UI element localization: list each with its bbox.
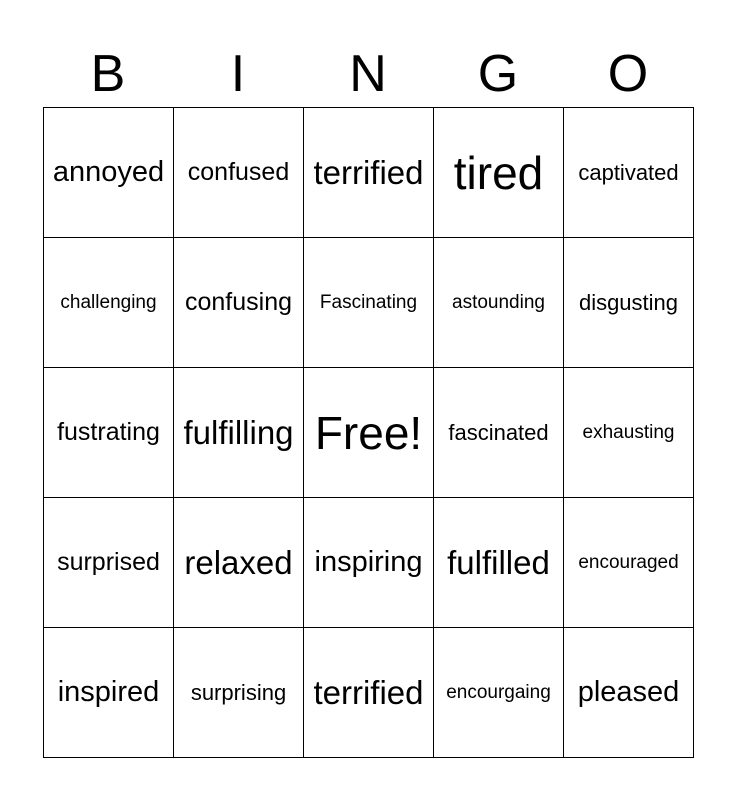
- bingo-cell-r1c2: confused: [174, 108, 304, 238]
- bingo-cell-r2c2: confusing: [174, 238, 304, 368]
- header-letter-g: G: [477, 45, 519, 103]
- header-letter-o: O: [607, 45, 649, 103]
- bingo-cell-r5c2: surprising: [174, 628, 304, 758]
- bingo-cell-free-space: Free!: [304, 368, 434, 498]
- bingo-header: [43, 40, 693, 108]
- bingo-cell-r4c4: fulfilled: [434, 498, 564, 628]
- bingo-cell-r2c3: Fascinating: [304, 238, 434, 368]
- bingo-cell-r1c3: terrified: [304, 108, 434, 238]
- bingo-cell-r5c1: inspired: [44, 628, 174, 758]
- bingo-cell-r4c1: surprised: [44, 498, 174, 628]
- header-letter-n: N: [349, 45, 387, 103]
- bingo-board: [43, 107, 694, 758]
- bingo-cell-r4c5: encouraged: [564, 498, 694, 628]
- bingo-cell-r2c1: challenging: [44, 238, 174, 368]
- bingo-cell-r4c2: relaxed: [174, 498, 304, 628]
- bingo-cell-r1c4: tired: [434, 108, 564, 238]
- bingo-cell-r5c3: terrified: [304, 628, 434, 758]
- bingo-cell-r3c1: fustrating: [44, 368, 174, 498]
- header-letter-b: B: [90, 45, 126, 103]
- bingo-cell-r2c5: disgusting: [564, 238, 694, 368]
- bingo-cell-r3c2: fulfilling: [174, 368, 304, 498]
- bingo-cell-r1c1: annoyed: [44, 108, 174, 238]
- bingo-cell-r3c5: exhausting: [564, 368, 694, 498]
- bingo-cell-r4c3: inspiring: [304, 498, 434, 628]
- bingo-cell-r5c5: pleased: [564, 628, 694, 758]
- bingo-cell-r3c4: fascinated: [434, 368, 564, 498]
- bingo-cell-r1c5: captivated: [564, 108, 694, 238]
- bingo-cell-r2c4: astounding: [434, 238, 564, 368]
- bingo-cell-r5c4: encourgaing: [434, 628, 564, 758]
- header-letter-i: I: [230, 45, 246, 103]
